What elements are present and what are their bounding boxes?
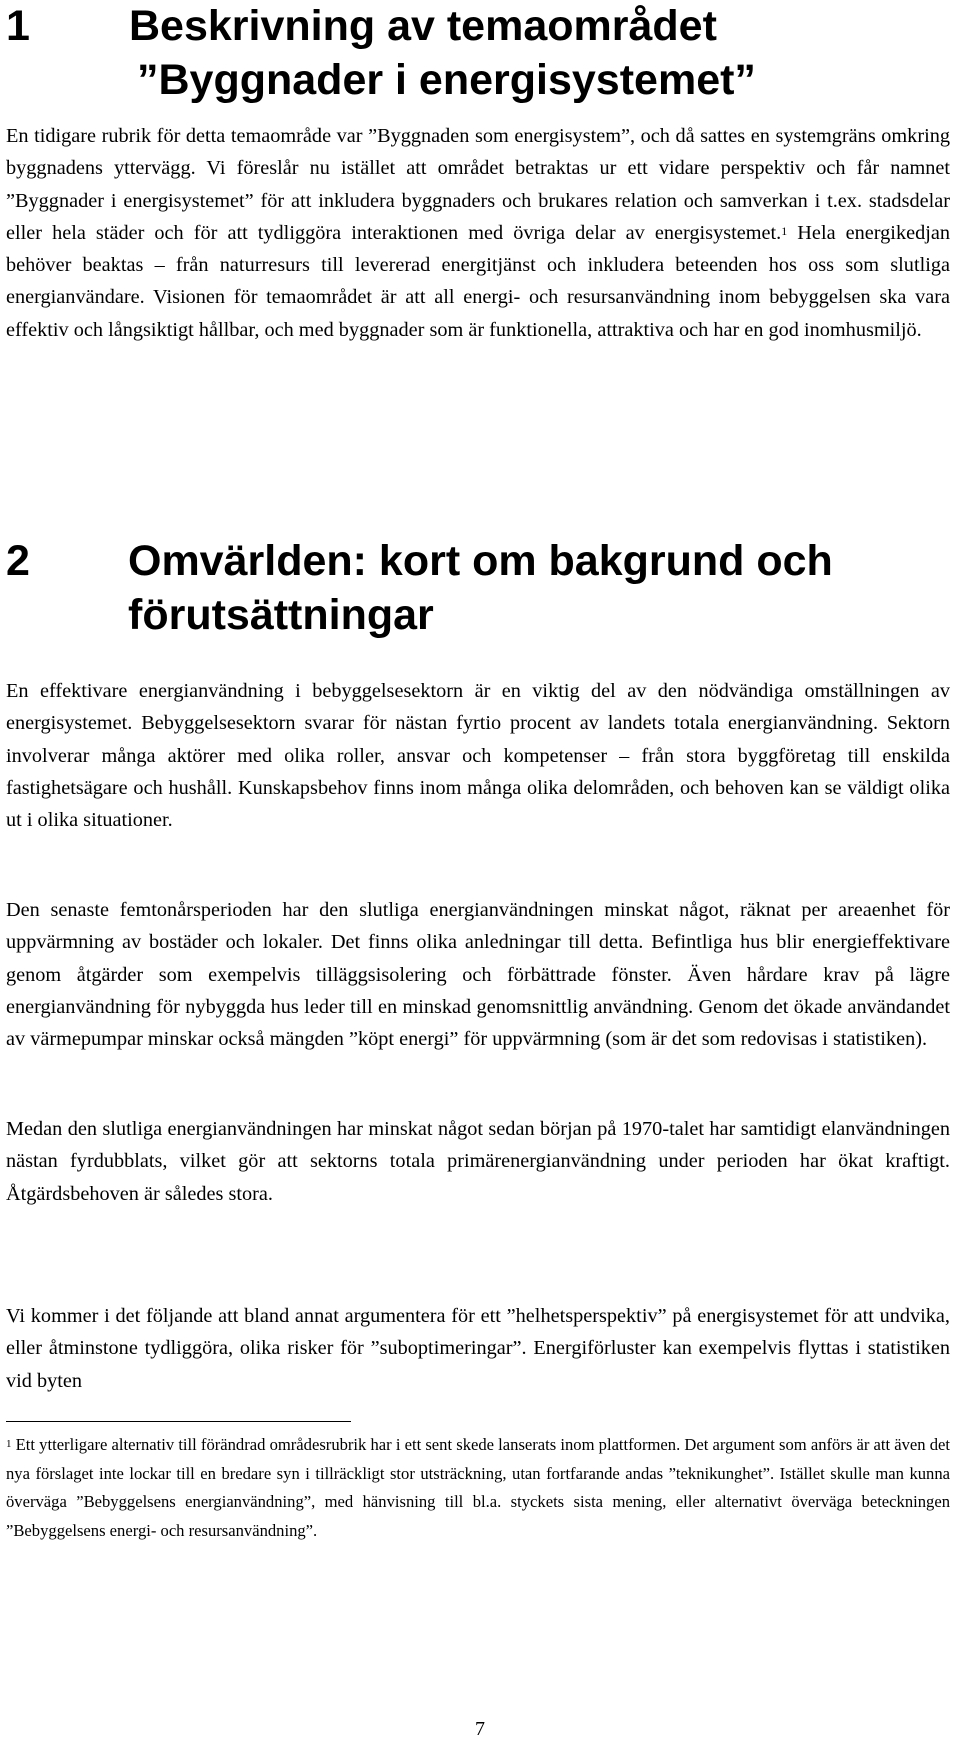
section-1-paragraph-part2: Hela energikedjan behöver beaktas – från naturresurs till levererad energitjänst och inkludera beteenden hos oss som slutliga energianvändare. Visionen för temaområdet är att all energi- och resursanvändning inom bebyggelsen ska vara effektiv och långsiktigt hållbar, och med byggnader som är funktionella, attraktiva och har en god inomhusmiljö. [6,221,950,341]
section-2-number: 2 [6,537,30,585]
footnote-text: Ett ytterligare alternativ till förändrad områdesrubrik har i ett sent skede lanserats inom plattformen. Det argument som anförs är att även det nya förslaget inte lockar till en bredare syn i tillräckligt stor utsträckning, utan fortfarande andas ”teknikunghet”. Istället skulle man kunna överväga ”Bebyggelsens energianvändning”, med hänvisning till bl.a. styckets sista mening, eller alternativt överväga beteckningen ”Bebyggelsens energi- och resursanvändning”. [6,1435,950,1540]
section-1-title-line2: ”Byggnader i energisystemet” [137,56,756,104]
section-1-number: 1 [6,2,30,50]
footnote-reference[interactable]: 1 [781,223,788,238]
section-2-paragraph-2: Den senaste femtonårsperioden har den slutliga energianvändningen minskat något, räknat per areaenhet för uppvärmning av bostäder och lokaler. Det finns olika anledningar till detta. Befintliga hus blir energieffektivare genom åtgärder som exempelvis tilläggsisolering och förbättrade fönster. Även hårdare krav på lägre energianvändning för nybyggda hus leder till en minskad genomsnittlig användning. Genom det ökade användandet av värmepumpar minskar också mängden ”köpt energi” för uppvärmning (som är det som redovisas i statistiken). [6,899,950,1051]
page-number: 7 [475,1718,485,1740]
footnote [6,1431,950,1545]
section-1-paragraph-part1: En tidigare rubrik för detta temaområde var ”Byggnaden som energisystem”, och då sattes en systemgräns omkring byggnadens yttervägg. Vi föreslår nu istället att området betraktas ur ett vidare perspektiv och får namnet ”Byggnader i energisystemet” för att inkludera byggnaders och brukares relation och samverkan i t.ex. stadsdelar eller hela städer och för att tydliggöra interaktionen med övriga delar av energisystemet. [6,125,950,244]
section-2-title: Omvärlden: kort om bakgrund och förutsättningar [128,537,833,639]
footnote-marker: 1 [6,1438,12,1450]
footnote-separator [6,1421,351,1422]
section-1-paragraph [6,120,950,346]
section-1-title-line1: Beskrivning av temaområdet [129,2,717,50]
section-2-paragraph-3: Medan den slutliga energianvändningen har minskat något sedan början på 1970-talet har samtidigt elanvändningen nästan fyrdubblats, vilket gör att sektorns totala primärenergianvändning under perioden har ökat kraftigt. Åtgärdsbehoven är således stora. [6,1118,950,1205]
section-1-title [129,0,949,107]
section-2-paragraph-4: Vi kommer i det följande att bland annat argumentera för ett ”helhetsperspektiv” på energisystemet för att undvika, eller åtminstone tydliggöra, olika risker för ”suboptimeringar”. Energiförluster kan exempelvis flyttas i statistiken vid byten [6,1305,950,1392]
section-2-paragraph-1: En effektivare energianvändning i bebyggelsesektorn är en viktig del av den nödvändiga omställningen av energisystemet. Bebyggelsesektorn svarar för nästan fyrtio procent av landets totala energianvändning. Sektorn involverar många aktörer med olika roller, ansvar och kompetenser – från stora byggföretag till enskilda fastighetsägare och hushåll. Kunskapsbehov finns inom många olika delområden, och behoven kan se väldigt olika ut i olika situationer. [6,680,950,832]
